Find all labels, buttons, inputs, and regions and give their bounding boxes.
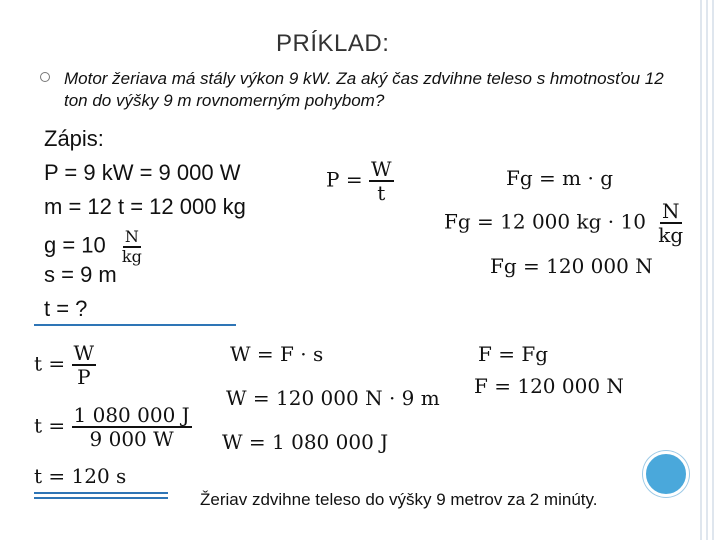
decorative-circle	[643, 451, 689, 497]
formula-time-2-lhs: t =	[34, 413, 66, 438]
formula-power-lhs: P =	[326, 167, 363, 192]
unit-numerator: N	[662, 199, 680, 223]
formula-time-2-fraction	[72, 404, 192, 450]
formula-time-2-numerator: 1 080 000 J	[73, 403, 190, 427]
formula-force-2: F = 120 000 N	[474, 374, 624, 398]
formula-power-fraction	[369, 158, 394, 204]
formula-time-1-lhs: t =	[34, 351, 66, 376]
formula-work-2: W = 120 000 N · 9 m	[226, 386, 440, 410]
formula-power-denominator: t	[377, 181, 386, 205]
formula-fg-3: Fg = 120 000 N	[490, 254, 653, 278]
slide-edge-line	[712, 0, 714, 540]
result-underline	[34, 492, 168, 494]
unit-denominator: kg	[121, 246, 142, 266]
formula-fg-2	[444, 200, 683, 246]
formula-time-1-denominator: P	[77, 365, 91, 389]
given-gravity	[44, 228, 142, 265]
formula-time-2	[34, 404, 192, 450]
formula-work-1: W = F · s	[230, 342, 324, 366]
formula-fg-2-value: Fg = 12 000 kg · 10	[444, 209, 646, 234]
unit-denominator: kg	[658, 223, 684, 247]
given-header: Zápis:	[44, 126, 104, 151]
formula-force-1: F = Fg	[478, 342, 549, 366]
bullet-icon	[40, 72, 50, 82]
unit-numerator: N	[124, 227, 139, 246]
formula-fg-1: Fg = m · g	[506, 166, 613, 190]
conclusion-text: Žeriav zdvihne teleso do výšky 9 metrov za 2 minúty.	[200, 490, 598, 509]
slide-title: PRÍKLAD:	[276, 30, 390, 57]
formula-work-3: W = 1 080 000 J	[222, 430, 389, 454]
given-mass: m = 12 t = 12 000 kg	[44, 194, 246, 219]
formula-time-3: t = 120 s	[34, 464, 127, 488]
formula-time-1	[34, 342, 96, 388]
given-distance: s = 9 m	[44, 262, 117, 287]
given-gravity-value: g = 10	[44, 232, 106, 258]
given-power: P = 9 kW = 9 000 W	[44, 160, 241, 185]
given-time: t = ?	[44, 296, 88, 321]
formula-power	[326, 158, 394, 204]
formula-fg-2-unit	[658, 200, 683, 246]
formula-time-1-fraction	[72, 342, 97, 388]
slide-edge-line	[706, 0, 708, 540]
slide-edge-line	[700, 0, 702, 540]
result-underline	[34, 497, 168, 499]
divider-line	[34, 324, 236, 326]
formula-power-numerator: W	[370, 157, 392, 181]
given-gravity-unit	[122, 228, 142, 265]
task-text: Motor žeriava má stály výkon 9 kW. Za aký čas zdvihne teleso s hmotnosťou 12 ton do výšky 9 m rovnomerným pohybom?	[64, 69, 664, 110]
formula-time-1-numerator: W	[73, 341, 95, 365]
formula-time-2-denominator: 9 000 W	[89, 427, 174, 451]
